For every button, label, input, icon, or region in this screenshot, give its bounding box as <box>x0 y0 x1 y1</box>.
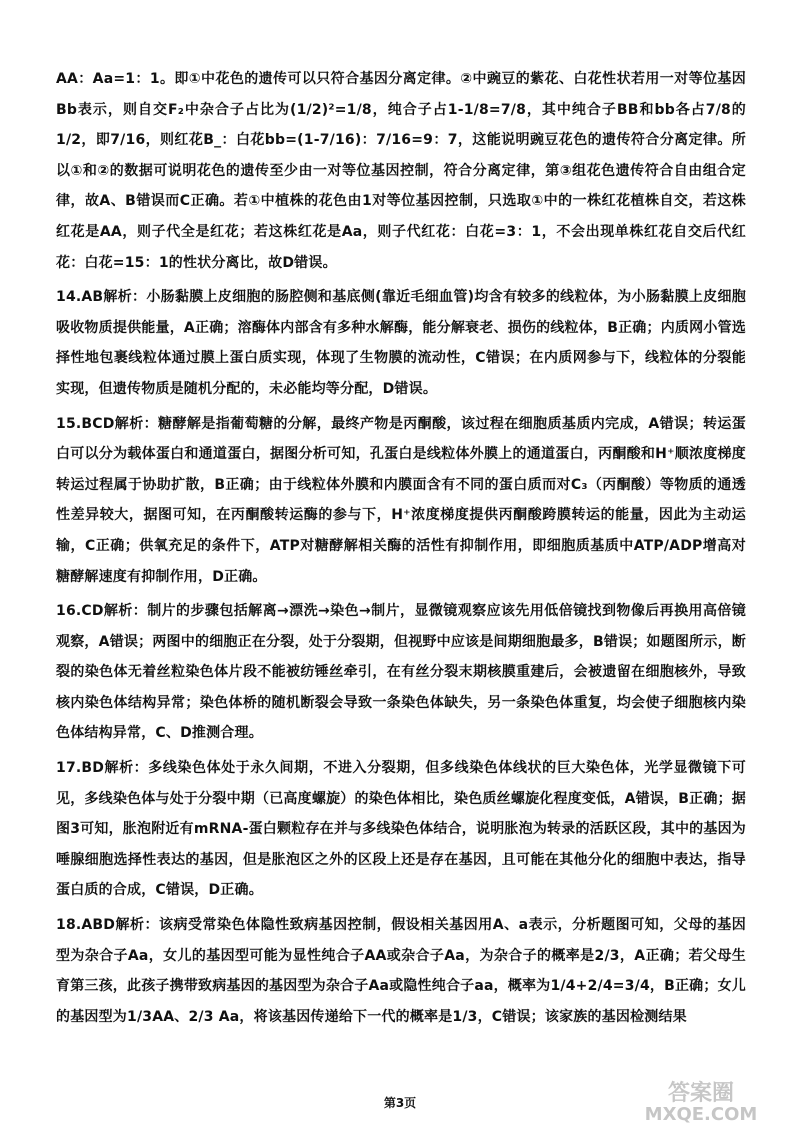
document-body <box>56 64 746 1036</box>
paragraph-answer-18: 18.ABD解析：该病受常染色体隐性致病基因控制，假设相关基因用A、a表示，分析题图可知，父母的基因型为杂合子Aa，女儿的基因型可能为显性纯合子AA或杂合子Aa，为杂合子的概率是2/3，A正确；若父母生育第三孩，此孩子携带致病基因的基因型为杂合子Aa或隐性纯合子aa，概率为1/4+2/4=3/4，B正确；女儿的基因型为1/3AA、2/3 Aa，将该基因传递给下一代的概率是1/3，C错误；该家族的基因检测结果 <box>56 917 746 1025</box>
svg-text:MXQE.COM: MXQE.COM <box>644 1104 758 1124</box>
paragraph-continuation-13: AA：Aa=1：1。即①中花色的遗传可以只符合基因分离定律。②中豌豆的紫花、白花性状若用一对等位基因Bb表示，则自交F₂中杂合子占比为(1/2)²=1/8，纯合子占1-1/8=7/8，其中纯合子BB和bb各占7/8的1/2，即7/16，则红花B_：白花bb=(1-7/16)：7/16=9：7，这能说明豌豆花色的遗传符合分离定律。所以①和②的数据可说明花色的遗传至少由一对等位基因控制，符合分离定律，第③组花色遗传符合自由组合定律，故A、B错误而C正确。若①中植株的花色由1对等位基因控制，只选取①中的一株红花植株自交，若这株红花是AA，则子代全是红花；若这株红花是Aa，则子代红花：白花=3：1，不会出现单株红花自交后代红花：白花=15：1的性状分离比，故D错误。 <box>56 71 746 271</box>
paragraph-answer-17: 17.BD解析：多线染色体处于永久间期，不进入分裂期，但多线染色体线状的巨大染色体，光学显微镜下可见，多线染色体与处于分裂中期（已高度螺旋）的染色体相比，染色质丝螺旋化程度变低，A错误，B正确；据图3可知，胀泡附近有mRNA-蛋白颗粒存在并与多线染色体结合，说明胀泡为转录的活跃区段，其中的基因为唾腺细胞选择性表达的基因，但是胀泡区之外的区段上还是存在基因，且可能在其他分化的细胞中表达，指导蛋白质的合成，C错误，D正确。 <box>56 760 746 899</box>
paragraph-answer-15: 15.BCD解析：糖酵解是指葡萄糖的分解，最终产物是丙酮酸，该过程在细胞质基质内完成，A错误；转运蛋白可以分为载体蛋白和通道蛋白，据图分析可知，孔蛋白是线粒体外膜上的通道蛋白，丙酮酸和H⁺顺浓度梯度转运过程属于协助扩散，B正确；由于线粒体外膜和内膜面含有不同的蛋白质而对C₃（丙酮酸）等物质的通透性差异较大，据图可知，在丙酮酸转运酶的参与下，H⁺浓度梯度提供丙酮酸跨膜转运的能量，因此为主动运输，C正确；供氧充足的条件下，ATP对糖酵解相关酶的活性有抑制作用，即细胞质基质中ATP/ADP增高对糖酵解速度有抑制作用，D正确。 <box>56 415 746 585</box>
page-number: 第3页 <box>383 1096 417 1110</box>
watermark-logo <box>606 1078 796 1124</box>
paragraph-answer-14: 14.AB解析：小肠黏膜上皮细胞的肠腔侧和基底侧(靠近毛细血管)均含有较多的线粒体，为小肠黏膜上皮细胞吸收物质提供能量，A正确；溶酶体内部含有多种水解酶，能分解衰老、损伤的线粒体，B正确；内质网小管选择性地包裹线粒体通过膜上蛋白质实现，体现了生物膜的流动性，C错误；在内质网参与下，线粒体的分裂能实现，但遗传物质是随机分配的，未必能均等分配，D错误。 <box>56 289 746 397</box>
svg-text:答案圈: 答案圈 <box>667 1081 735 1106</box>
paragraph-answer-16: 16.CD解析：制片的步骤包括解离→漂洗→染色→制片，显微镜观察应该先用低倍镜找到物像后再换用高倍镜观察，A错误；两图中的细胞正在分裂，处于分裂期，但视野中应该是间期细胞最多，B错误；如题图所示，断裂的染色体无着丝粒染色体片段不能被纺锤丝牵引，在有丝分裂末期核膜重建后，会被遗留在细胞核外，导致核内染色体结构异常；染色体桥的随机断裂会导致一条染色体缺失，另一条染色体重复，均会使子细胞核内染色体结构异常，C、D推测合理。 <box>56 603 746 742</box>
